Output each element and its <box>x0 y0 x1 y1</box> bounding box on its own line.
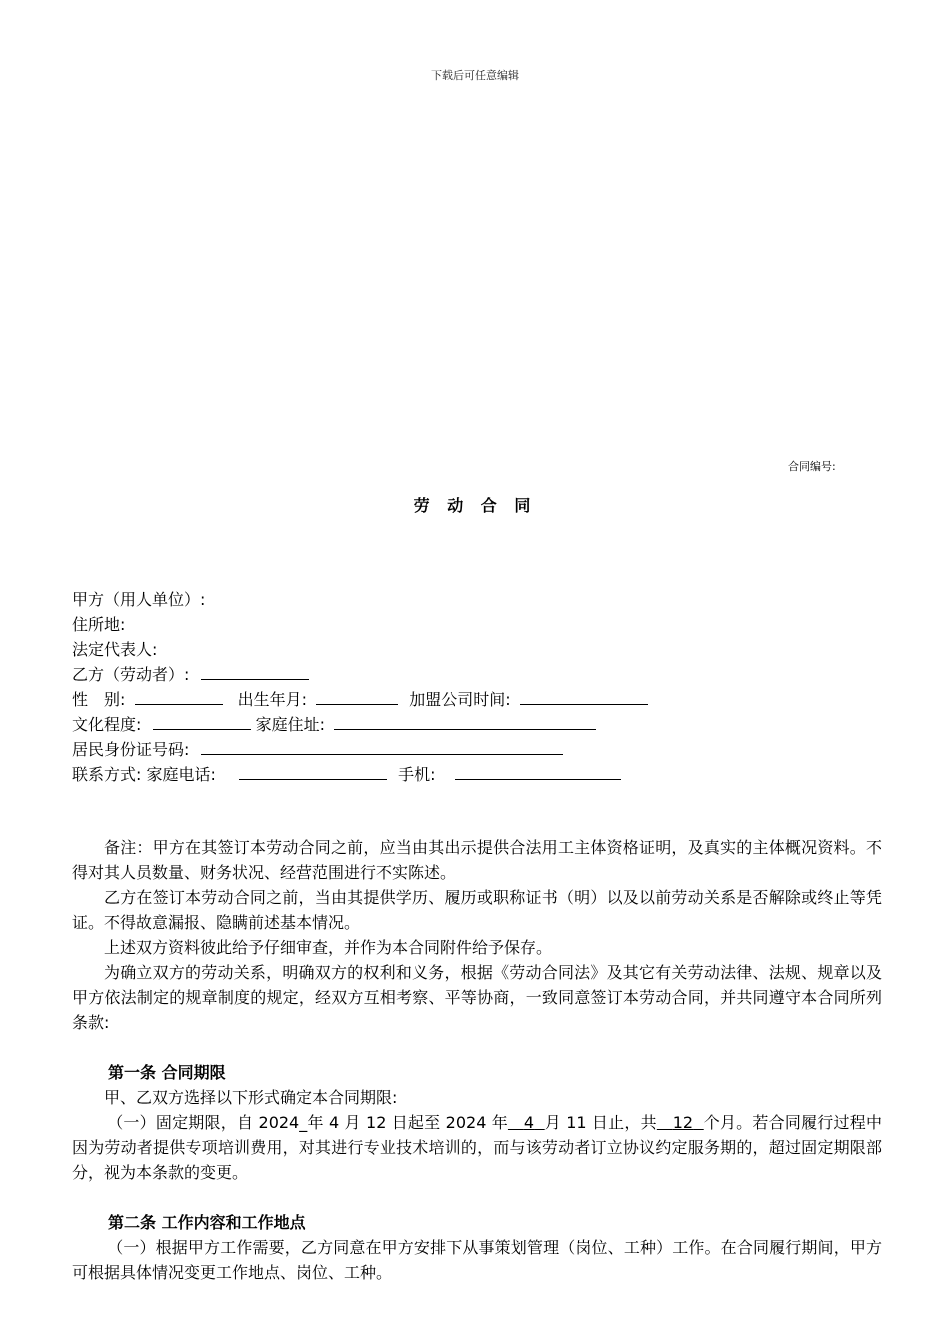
id-number-line <box>72 737 648 762</box>
contract-body <box>72 835 882 1285</box>
party-b-line <box>72 662 648 687</box>
term-month: 4 <box>523 1113 535 1132</box>
home-phone-blank[interactable] <box>239 762 387 780</box>
term-text-c: 个月。若合同履行过程中因为劳动者提供专项培训费用，对其进行专业技术培训的，而与该劳动者订立协议约定服务期的，超过固定期限部分，视为本条款的变更。 <box>72 1113 882 1182</box>
join-time-blank[interactable] <box>520 687 648 705</box>
address-label: 住所地: <box>72 615 126 634</box>
remark-paragraph-3: 上述双方资料彼此给予仔细审查，并作为本合同附件给予保存。 <box>104 938 553 957</box>
education-blank[interactable] <box>153 712 251 730</box>
spacer <box>72 1185 882 1210</box>
party-b-blank[interactable] <box>201 662 309 680</box>
gender-blank[interactable] <box>135 687 223 705</box>
id-number-blank[interactable] <box>201 737 563 755</box>
party-a-line <box>72 587 648 612</box>
document-title: 劳 动 合 同 <box>413 496 537 515</box>
article-1-term <box>72 1110 882 1185</box>
id-number-label: 居民身份证号码: <box>72 740 190 759</box>
spacer <box>72 1035 882 1060</box>
mobile-blank[interactable] <box>455 762 621 780</box>
term-text-a: （一）固定期限，自 2024_年 4 月 12 日起至 2024 年 <box>107 1113 508 1132</box>
remark-paragraph-4: 为确立双方的劳动关系，明确双方的权利和义务，根据《劳动合同法》及其它有关劳动法律、法规、规章以及甲方依法制定的规章制度的规定，经双方互相考察、平等协商，一致同意签订本劳动合同，并共同遵守本合同所列条款: <box>72 963 882 1032</box>
remark-paragraph-2: 乙方在签订本劳动合同之前，当由其提供学历、履历或职称证书（明）以及以前劳动关系是否解除或终止等凭证。不得故意漏报、隐瞒前述基本情况。 <box>72 888 882 932</box>
party-info-fields <box>72 587 648 787</box>
education-line <box>72 712 648 737</box>
legal-rep-label: 法定代表人: <box>72 640 158 659</box>
join-time-label: 加盟公司时间: <box>409 690 511 709</box>
contact-line <box>72 762 648 787</box>
legal-rep-line <box>72 637 648 662</box>
article-1-intro: 甲、乙双方选择以下形式确定本合同期限: <box>104 1088 398 1107</box>
term-count: 12 <box>672 1113 694 1132</box>
birth-blank[interactable] <box>316 687 398 705</box>
article-2-heading: 第二条 工作内容和工作地点 <box>108 1213 306 1232</box>
article-1-heading: 第一条 合同期限 <box>108 1063 226 1082</box>
contract-number-label: 合同编号: <box>788 460 836 473</box>
address-line <box>72 612 648 637</box>
home-phone-label: 家庭电话: <box>146 765 216 784</box>
home-address-label: 家庭住址: <box>255 715 325 734</box>
party-b-label: 乙方（劳动者）: <box>72 665 190 684</box>
contact-label: 联系方式: <box>72 765 142 784</box>
education-label: 文化程度: <box>72 715 142 734</box>
gender-label: 性 别: <box>72 690 126 709</box>
party-a-label: 甲方（用人单位）: <box>72 590 206 609</box>
birth-label: 出生年月: <box>237 690 307 709</box>
header-note: 下载后可任意编辑 <box>431 69 519 82</box>
gender-birth-line <box>72 687 648 712</box>
mobile-label: 手机: <box>398 765 436 784</box>
article-2-paragraph-1: （一）根据甲方工作需要，乙方同意在甲方安排下从事策划管理（岗位、工种）工作。在合同履行期间，甲方可根据具体情况变更工作地点、岗位、工种。 <box>72 1238 882 1282</box>
home-address-blank[interactable] <box>334 712 596 730</box>
term-text-b: 月 11 日止，共 <box>544 1113 657 1132</box>
remark-paragraph-1: 备注：甲方在其签订本劳动合同之前，应当由其出示提供合法用工主体资格证明，及真实的主体概况资料。不得对其人员数量、财务状况、经营范围进行不实陈述。 <box>72 838 882 882</box>
